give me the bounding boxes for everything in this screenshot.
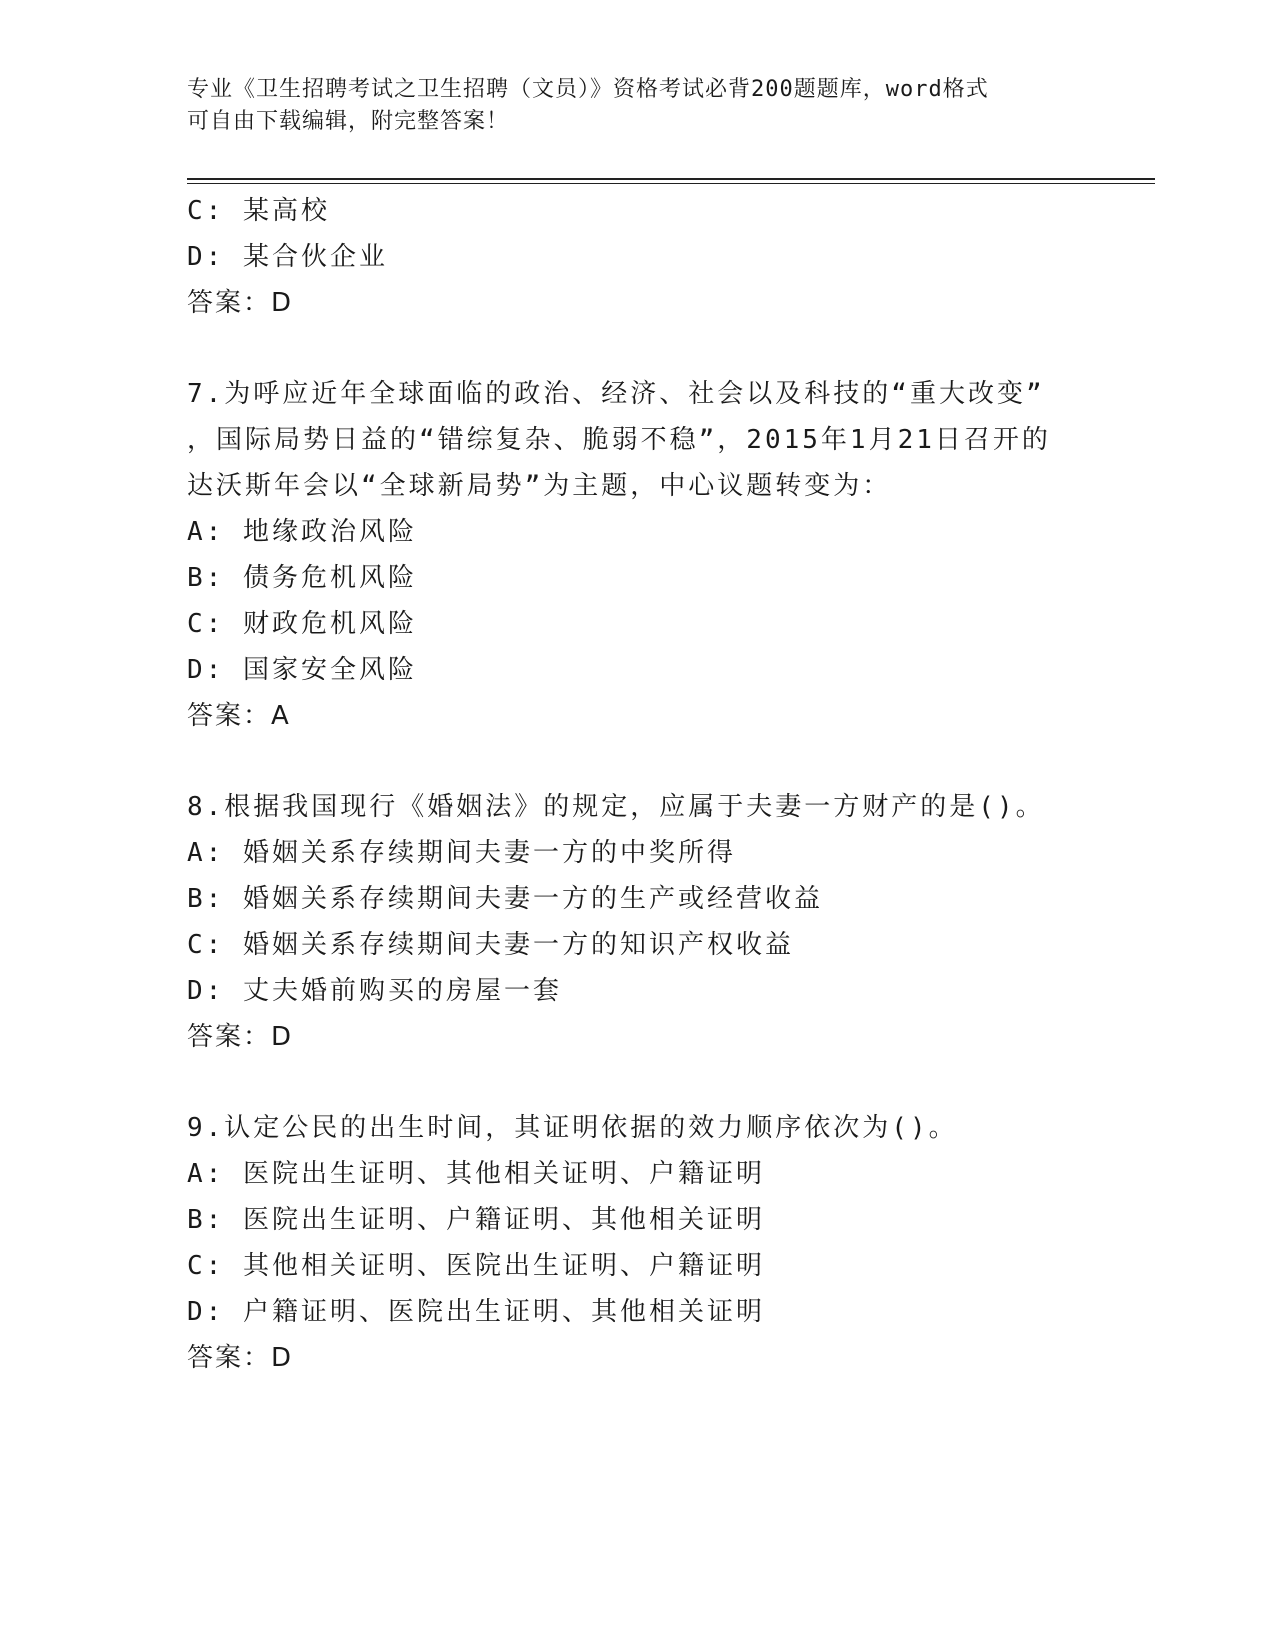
answer-line: 答案：D <box>187 288 294 318</box>
question-list <box>187 188 1187 1381</box>
option-item: D: 户籍证明、医院出生证明、其他相关证明 <box>187 1297 765 1327</box>
option-item: B: 债务危机风险 <box>187 563 417 593</box>
option-item: C: 婚姻关系存续期间夫妻一方的知识产权收益 <box>187 930 794 960</box>
question-text: 9.认定公民的出生时间，其证明依据的效力顺序依次为()。 <box>187 1113 958 1143</box>
option-item: D: 某合伙企业 <box>187 242 388 272</box>
option-item: C: 财政危机风险 <box>187 609 417 639</box>
answer-line: 答案：D <box>187 1022 294 1052</box>
option-item: C: 其他相关证明、医院出生证明、户籍证明 <box>187 1251 765 1281</box>
header-line-1: 专业《卫生招聘考试之卫生招聘（文员）》资格考试必背200题题库，word格式 <box>187 77 989 102</box>
option-item: A: 地缘政治风险 <box>187 517 417 547</box>
header-divider-thin <box>187 183 1155 184</box>
option-item: D: 国家安全风险 <box>187 655 417 685</box>
question-text: 达沃斯年会以“全球新局势”为主题，中心议题转变为： <box>187 471 892 501</box>
option-item: C: 某高校 <box>187 196 330 226</box>
document-header <box>187 74 1087 138</box>
answer-line: 答案：A <box>187 701 291 731</box>
question-text: 7.为呼应近年全球面临的政治、经济、社会以及科技的“重大改变” <box>187 379 1045 409</box>
header-line-2: 可自由下载编辑，附完整答案！ <box>187 109 510 134</box>
option-item: D: 丈夫婚前购买的房屋一套 <box>187 976 562 1006</box>
option-item: A: 医院出生证明、其他相关证明、户籍证明 <box>187 1159 765 1189</box>
question-text: 8.根据我国现行《婚姻法》的规定，应属于夫妻一方财产的是()。 <box>187 792 1045 822</box>
option-item: B: 婚姻关系存续期间夫妻一方的生产或经营收益 <box>187 884 823 914</box>
option-item: B: 医院出生证明、户籍证明、其他相关证明 <box>187 1205 765 1235</box>
option-item: A: 婚姻关系存续期间夫妻一方的中奖所得 <box>187 838 736 868</box>
header-divider-thick <box>187 178 1155 180</box>
question-text: ，国际局势日益的“错综复杂、脆弱不稳”，2015年1月21日召开的 <box>187 425 1051 455</box>
answer-line: 答案：D <box>187 1343 294 1373</box>
